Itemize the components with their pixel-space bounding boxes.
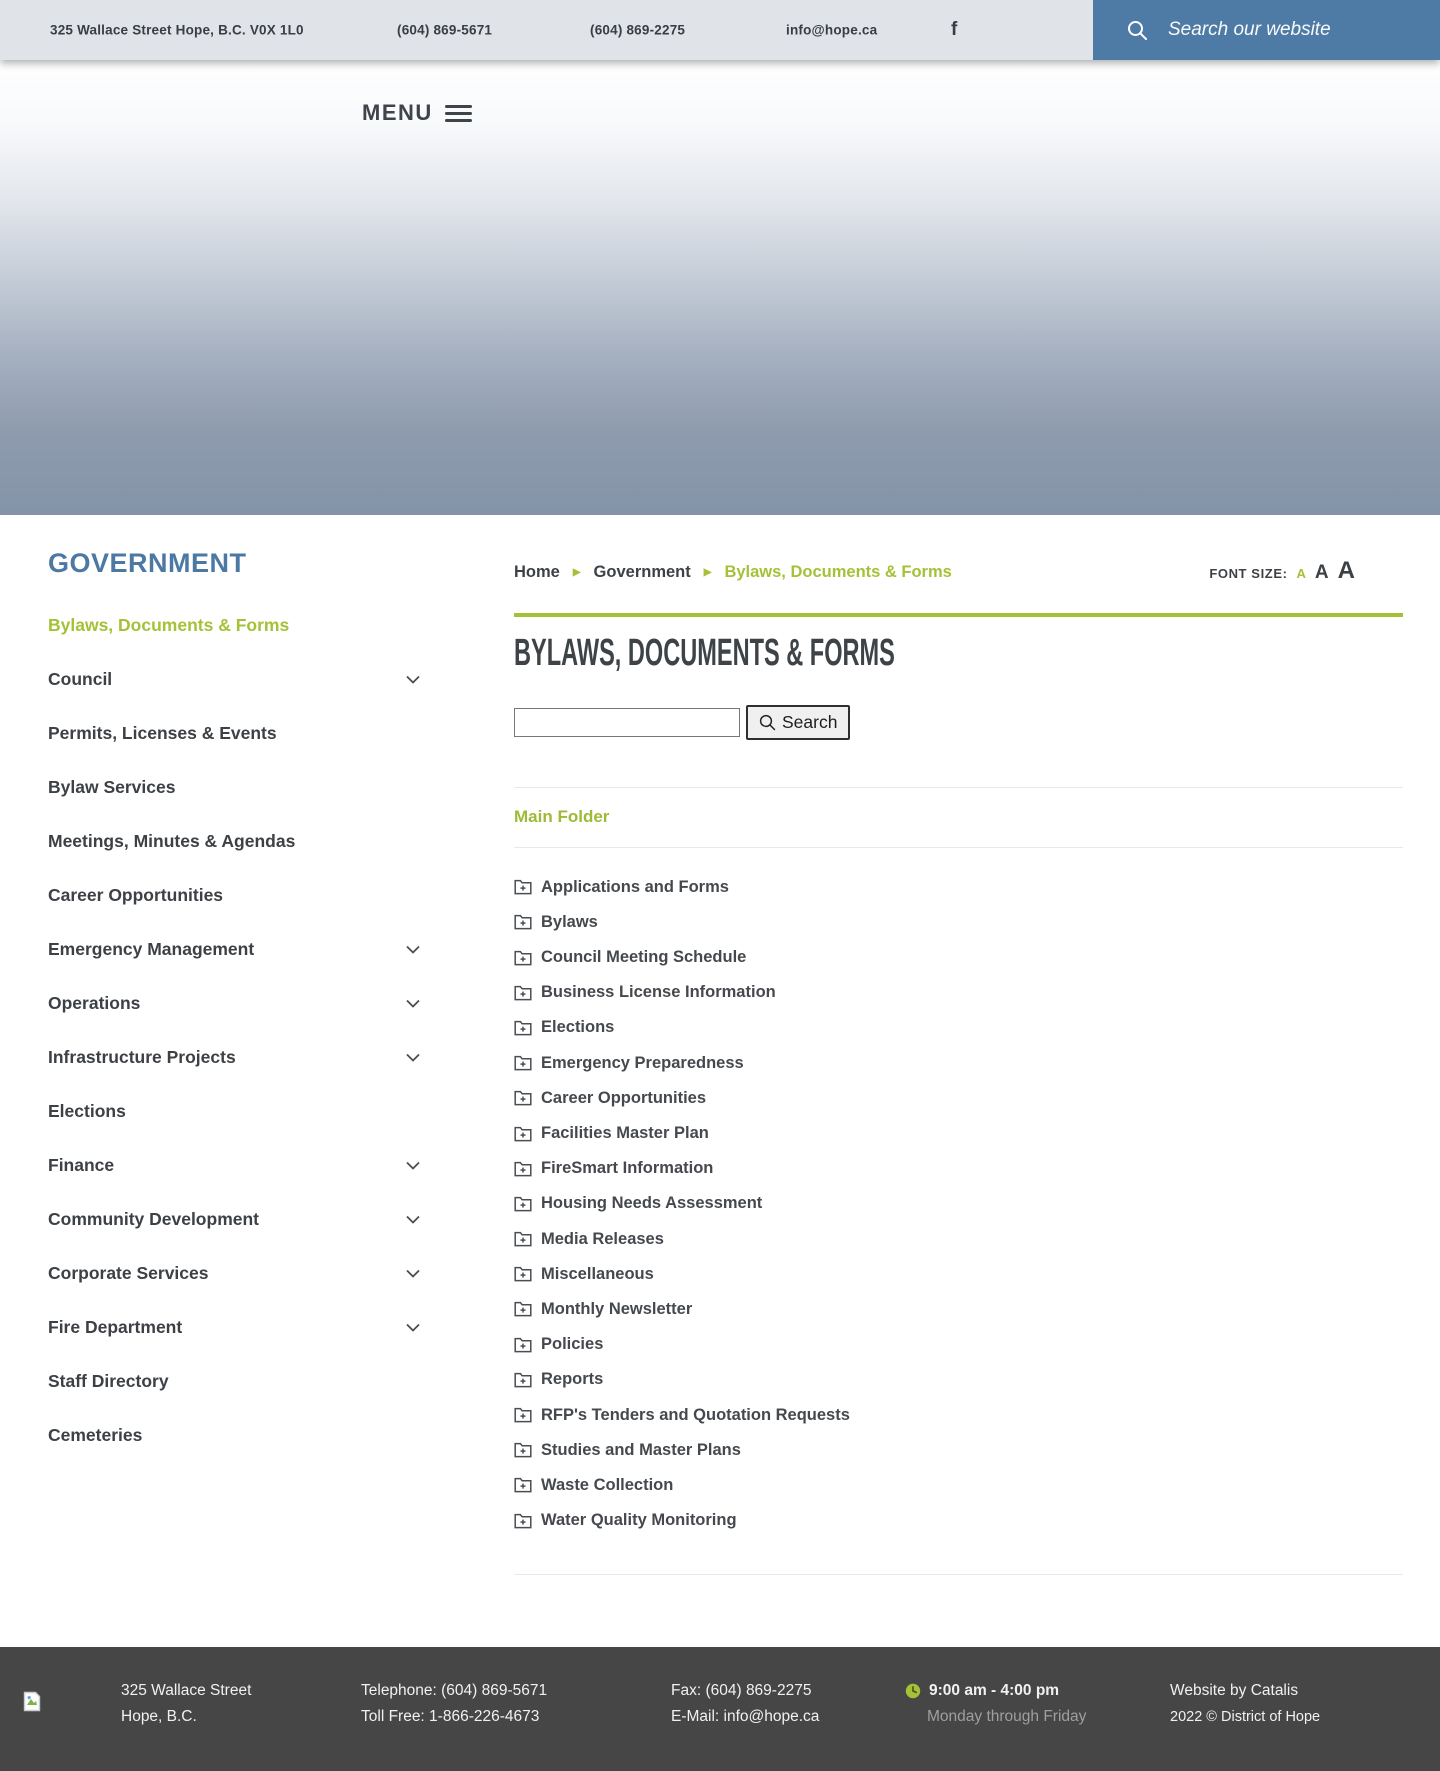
footer-copyright: 2022 © District of Hope — [1170, 1709, 1321, 1725]
search-icon — [759, 714, 776, 731]
sidebar-item-label: Infrastructure Projects — [48, 1047, 236, 1068]
sidebar-item[interactable] — [48, 1193, 422, 1247]
sidebar-item-label: Bylaw Services — [48, 777, 176, 798]
breadcrumb — [514, 561, 952, 583]
breadcrumb-government[interactable]: Government — [593, 563, 691, 581]
footer-phones — [361, 1678, 547, 1730]
folder-link[interactable] — [514, 870, 1403, 905]
folder-plus-icon — [514, 1161, 532, 1177]
folder-plus-icon — [514, 985, 532, 1001]
divider — [514, 1574, 1403, 1575]
chevron-down-icon[interactable] — [406, 945, 422, 954]
font-size-label: FONT SIZE: — [1209, 566, 1288, 581]
page-content — [0, 515, 1440, 1647]
sidebar-item[interactable] — [48, 977, 422, 1031]
folder-link[interactable] — [514, 1503, 1403, 1538]
folder-plus-icon — [514, 1477, 532, 1493]
page-title: BYLAWS, DOCUMENTS & FORMS — [514, 632, 895, 674]
folder-label: RFP's Tenders and Quotation Requests — [541, 1405, 850, 1424]
folder-label: Policies — [541, 1335, 604, 1354]
sidebar-item-label: Cemeteries — [48, 1425, 143, 1446]
sidebar-item-label: Elections — [48, 1101, 126, 1122]
top-utility-bar — [0, 0, 1440, 60]
chevron-down-icon[interactable] — [406, 999, 422, 1008]
folder-plus-icon — [514, 1372, 532, 1388]
folder-label: Housing Needs Assessment — [541, 1194, 763, 1213]
folder-link[interactable] — [514, 1116, 1403, 1151]
divider — [514, 847, 1403, 848]
folder-plus-icon — [514, 1126, 532, 1142]
sidebar-item[interactable] — [48, 1301, 422, 1355]
hamburger-icon — [445, 105, 472, 122]
divider — [514, 787, 1403, 788]
folder-link[interactable] — [514, 1397, 1403, 1432]
folder-link[interactable] — [514, 905, 1403, 940]
folder-label: FireSmart Information — [541, 1159, 714, 1178]
footer-fax: Fax: (604) 869-2275 — [671, 1682, 812, 1699]
folder-link[interactable] — [514, 1081, 1403, 1116]
footer-credits — [1170, 1678, 1320, 1730]
folder-plus-icon — [514, 1266, 532, 1282]
sidebar-item[interactable] — [48, 653, 422, 707]
folder-link[interactable] — [514, 1327, 1403, 1362]
sidebar-item[interactable] — [48, 1085, 422, 1139]
chevron-down-icon[interactable] — [406, 1053, 422, 1062]
folder-plus-icon — [514, 1196, 532, 1212]
sidebar-item[interactable] — [48, 761, 422, 815]
main-column — [514, 515, 1403, 1575]
document-search-input[interactable] — [514, 708, 740, 737]
site-search-bar[interactable] — [1093, 0, 1440, 60]
folder-link[interactable] — [514, 1186, 1403, 1221]
section-sidebar — [48, 515, 422, 1463]
breadcrumb-arrow-icon: ▶ — [703, 567, 712, 578]
search-icon[interactable] — [1127, 20, 1148, 41]
folder-plus-icon — [514, 1090, 532, 1106]
sidebar-title: GOVERNMENT — [48, 548, 247, 578]
sidebar-item-label: Corporate Services — [48, 1263, 209, 1284]
sidebar-item-label: Emergency Management — [48, 939, 255, 960]
folder-label: Studies and Master Plans — [541, 1440, 741, 1459]
footer-address-line1: 325 Wallace Street — [121, 1682, 252, 1699]
folder-label: Facilities Master Plan — [541, 1124, 709, 1142]
footer-fax-email — [671, 1678, 819, 1730]
chevron-down-icon[interactable] — [406, 1215, 422, 1224]
phone-secondary: (604) 869-2275 — [590, 22, 686, 38]
folder-label: Reports — [541, 1370, 604, 1389]
footer-logo-broken-image-icon — [23, 1691, 41, 1717]
sidebar-item[interactable] — [48, 1355, 422, 1409]
font-size-medium-button[interactable]: A — [1314, 562, 1329, 583]
sidebar-item-label: Council — [48, 669, 113, 690]
breadcrumb-current: Bylaws, Documents & Forms — [724, 563, 952, 581]
footer-address — [121, 1678, 251, 1730]
footer-email[interactable]: E-Mail: info@hope.ca — [671, 1708, 820, 1725]
folder-label: Applications and Forms — [541, 877, 729, 896]
menu-button[interactable] — [362, 100, 472, 126]
breadcrumb-home[interactable]: Home — [514, 563, 560, 581]
folder-label: Waste Collection — [541, 1475, 674, 1494]
folder-label: Water Quality Monitoring — [541, 1511, 737, 1530]
sidebar-item-label: Staff Directory — [48, 1371, 169, 1392]
folder-link[interactable] — [514, 940, 1403, 975]
sidebar-item[interactable] — [48, 1247, 422, 1301]
folder-label: Media Releases — [541, 1229, 664, 1248]
footer-address-line2: Hope, B.C. — [121, 1708, 197, 1725]
folder-label: Miscellaneous — [541, 1264, 654, 1283]
search-button-label: Search — [782, 711, 838, 732]
folder-link[interactable] — [514, 1257, 1403, 1292]
sidebar-item[interactable] — [48, 1139, 422, 1193]
email-link[interactable]: info@hope.ca — [786, 22, 878, 38]
street-address: 325 Wallace Street Hope, B.C. V0X 1L0 — [50, 22, 304, 38]
folder-label: Elections — [541, 1018, 615, 1037]
footer-hours — [905, 1678, 1086, 1730]
folder-plus-icon — [514, 1231, 532, 1247]
folder-list — [514, 870, 1403, 1539]
folder-plus-icon — [514, 879, 532, 895]
document-search-button[interactable] — [746, 705, 850, 740]
folder-plus-icon — [514, 1407, 532, 1423]
footer-telephone: Telephone: (604) 869-5671 — [361, 1682, 548, 1699]
accent-divider — [514, 613, 1403, 617]
sidebar-item-label: Operations — [48, 993, 141, 1014]
menu-label: MENU — [362, 100, 433, 125]
site-footer — [0, 1647, 1440, 1771]
sidebar-item[interactable] — [48, 707, 422, 761]
folder-plus-icon — [514, 1513, 532, 1529]
footer-hours-days: Monday through Friday — [927, 1708, 1087, 1725]
document-search-row — [514, 705, 1403, 740]
folder-label: Bylaws — [541, 912, 598, 931]
sidebar-item[interactable] — [48, 923, 422, 977]
folder-link[interactable] — [514, 1362, 1403, 1397]
footer-credit[interactable]: Website by Catalis — [1170, 1682, 1299, 1699]
folder-link[interactable] — [514, 1468, 1403, 1503]
breadcrumb-arrow-icon: ▶ — [572, 567, 581, 578]
site-search-input[interactable] — [1168, 19, 1413, 41]
folder-label: Monthly Newsletter — [541, 1299, 693, 1318]
folder-plus-icon — [514, 1337, 532, 1353]
folder-link[interactable] — [514, 1046, 1403, 1081]
folder-plus-icon — [514, 1055, 532, 1071]
folder-plus-icon — [514, 914, 532, 930]
folder-link[interactable] — [514, 1010, 1403, 1045]
folder-plus-icon — [514, 1442, 532, 1458]
folder-plus-icon — [514, 1020, 532, 1036]
folder-plus-icon — [514, 1301, 532, 1317]
folder-link[interactable] — [514, 1221, 1403, 1256]
folder-link[interactable] — [514, 975, 1403, 1010]
sidebar-item[interactable] — [48, 1409, 422, 1463]
sidebar-item-label: Fire Department — [48, 1317, 183, 1338]
chevron-down-icon[interactable] — [406, 1161, 422, 1170]
hero-banner — [0, 60, 1440, 515]
folder-link[interactable] — [514, 1292, 1403, 1327]
sidebar-item-label: Community Development — [48, 1209, 259, 1230]
folder-label: Career Opportunities — [541, 1088, 707, 1107]
font-size-control — [1209, 559, 1403, 585]
sidebar-item-label: Permits, Licenses & Events — [48, 723, 277, 744]
sidebar-item-label: Bylaws, Documents & Forms — [48, 615, 290, 636]
footer-tollfree: Toll Free: 1-866-226-4673 — [361, 1708, 540, 1725]
facebook-icon[interactable]: f — [951, 19, 958, 40]
chevron-down-icon[interactable] — [406, 1323, 422, 1332]
phone-main: (604) 869-5671 — [397, 22, 493, 38]
chevron-down-icon[interactable] — [406, 675, 422, 684]
folder-plus-icon — [514, 950, 532, 966]
sidebar-item-label: Career Opportunities — [48, 885, 224, 906]
clock-icon — [905, 1683, 921, 1699]
folder-label: Business License Information — [541, 983, 776, 1002]
sidebar-item-label: Meetings, Minutes & Agendas — [48, 831, 296, 852]
sidebar-item[interactable] — [48, 815, 422, 869]
font-size-large-button[interactable]: A — [1337, 557, 1355, 584]
main-folder-link[interactable]: Main Folder — [514, 806, 610, 826]
folder-link[interactable] — [514, 1151, 1403, 1186]
sidebar-item[interactable] — [48, 599, 422, 653]
folder-label: Emergency Preparedness — [541, 1053, 744, 1072]
sidebar-item[interactable] — [48, 869, 422, 923]
sidebar-item-label: Finance — [48, 1155, 115, 1176]
sidebar-item[interactable] — [48, 1031, 422, 1085]
folder-link[interactable] — [514, 1433, 1403, 1468]
breadcrumb-row — [514, 559, 1403, 585]
font-size-small-button[interactable]: A — [1296, 566, 1306, 581]
chevron-down-icon[interactable] — [406, 1269, 422, 1278]
footer-hours-time: 9:00 am - 4:00 pm — [929, 1682, 1060, 1699]
folder-label: Council Meeting Schedule — [541, 948, 747, 967]
sidebar-nav — [48, 599, 422, 1463]
